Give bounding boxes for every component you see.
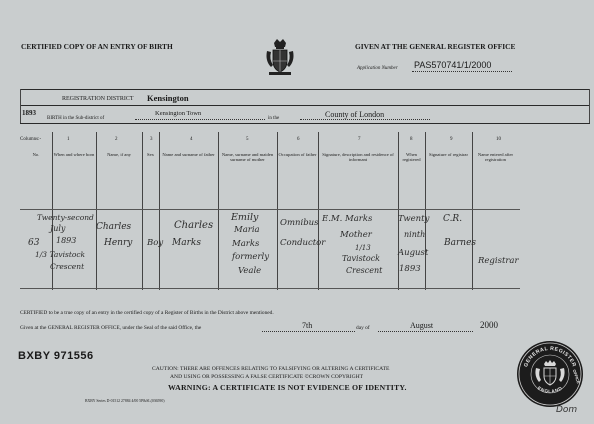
entry-informant: E.M. Marks [322,214,373,224]
entry-registrar: Registrar [478,256,519,266]
column-header: Sex [147,152,154,157]
caution-line-2: AND USING OR POSSESSING A FALSE CERTIFICATE ©CROWN COPYRIGHT [170,374,364,380]
serial-number: BXBY 971556 [18,350,94,362]
entry-occupation: Conductor [280,238,326,248]
footer-code: BXBY Series D-01512 27884 4/00 5P&SL(036590) [85,399,165,403]
subdistrict-label: BIRTH in the Sub-district of [47,116,105,121]
entry-when-registered: 1893 [399,264,421,274]
gro-seal-icon [516,340,584,408]
column-number: 10 [496,137,501,142]
column-number: 7 [358,137,361,142]
entry-informant: 1/13 [355,244,371,252]
entry-registrar: Barnes [444,238,477,248]
entry-when-where: 1/3 Tavistock [35,250,86,259]
registration-year: 1893 [22,109,36,117]
seal-top-text: GENERAL REGISTER [523,345,577,368]
entry-when-registered: ninth [404,230,426,239]
entry-when-where: Crescent [50,262,85,271]
certification-text: CERTIFIED to be a true copy of an entry in the certified copy of a Register of Births in the District above mentioned. [20,310,274,316]
column-number: 3 [150,137,153,142]
column-header: Occupation of father [278,152,317,157]
seal-bottom-text: ENGLAND [536,385,564,394]
entry-mother: Emily [231,212,259,223]
entry-informant: Tavistock [342,254,381,263]
entry-name: Henry [104,238,133,248]
application-number: PAS570741/1/2000 [414,60,492,70]
warning-text: WARNING: A CERTIFICATE IS NOT EVIDENCE OF IDENTITY. [168,383,407,392]
entry-registrar: C.R. [443,214,463,224]
certification-year: 2000 [480,320,498,330]
column-number: 4 [190,137,193,142]
royal-arms-icon [264,37,296,77]
column-header: Signature of registrar [428,152,469,157]
column-number: 1 [67,137,70,142]
day-of-label: day of [356,325,370,331]
column-number: 9 [450,137,453,142]
columns-label: Columns:- [20,137,42,142]
column-header: Name, surname and maiden surname of mother [221,152,274,163]
entry-when-registered: August [398,248,429,258]
caution-line-1: CAUTION: THERE ARE OFFENCES RELATING TO FALSIFYING OR ALTERING A CERTIFICATE [152,366,390,372]
column-number: 8 [410,137,413,142]
entry-father: Charles [174,220,214,231]
entry-sex: Boy [147,238,164,248]
district-name: Kensington [147,93,189,103]
column-header: When and where born [53,152,95,157]
district-label: REGISTRATION DISTRICT [62,96,134,102]
entry-father: Marks [172,238,201,248]
county-name: County of London [325,110,385,119]
entry-mother: formerly [232,252,270,262]
entry-when-where: July [50,224,66,233]
column-header: Name, if any [107,152,131,157]
seal-right-text: OFFICE [571,368,582,385]
entry-when-registered: Twenty [398,214,430,224]
certification-month: August [410,321,434,330]
column-header: When registered [402,152,421,163]
entry-mother: Maria [234,225,260,235]
corner-mark: Dom [556,405,578,415]
entry-when-where: 1893 [56,236,77,245]
application-label: Application Number [357,66,398,71]
entry-informant: Mother [340,230,372,240]
given-text: Given at the GENERAL REGISTER OFFICE, under the Seal of the said Office, the [20,325,202,331]
entry-when-where: Twenty-second [37,213,94,222]
subdistrict-name: Kensington Town [155,110,202,117]
column-header-no: No. [32,152,40,157]
entry-name: Charles [96,222,132,232]
entry-informant: Crescent [346,266,383,275]
certification-day: 7th [302,321,313,330]
column-header: Signature, description and residence of informant [322,152,394,163]
entry-mother: Veale [238,266,262,276]
entry-mother: Marks [232,239,260,249]
entry-number: 63 [28,238,40,248]
entry-occupation: Omnibus [280,218,319,228]
certificate-title: CERTIFIED COPY OF AN ENTRY OF BIRTH [21,42,173,51]
column-header: Name entered after registration [477,152,514,163]
column-number: 2 [115,137,118,142]
column-number: 5 [246,137,249,142]
column-header: Name and surname of father [162,152,215,157]
column-number: 6 [297,137,300,142]
office-heading: GIVEN AT THE GENERAL REGISTER OFFICE [355,42,516,51]
in-the-label: in the [268,116,280,121]
